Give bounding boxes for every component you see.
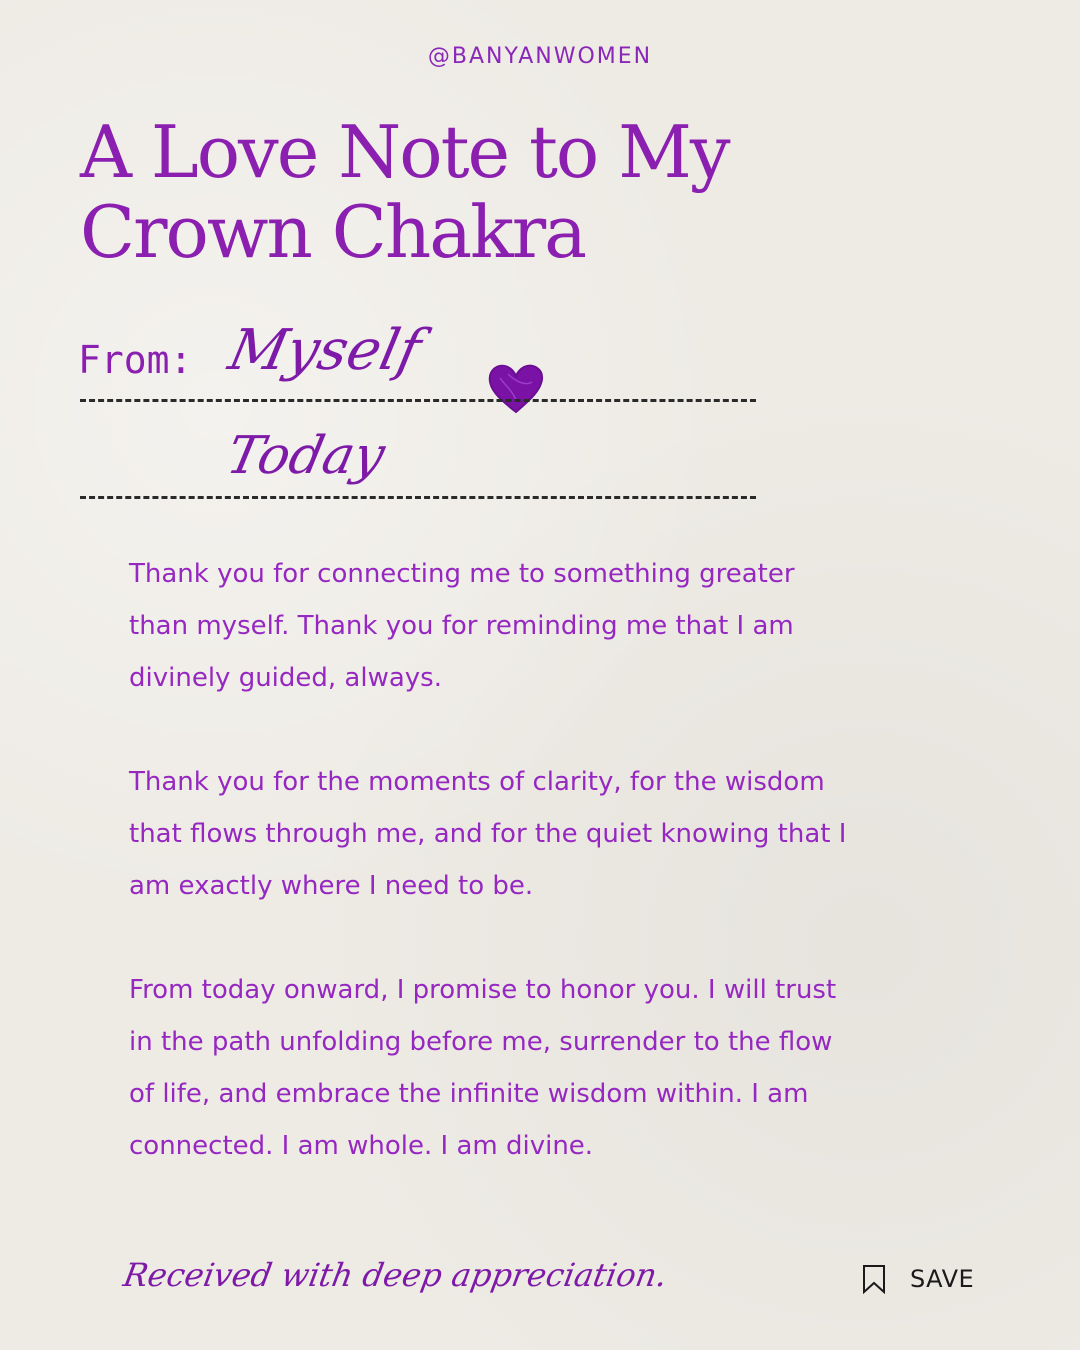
signoff: Received with deep appreciation. [120, 1256, 671, 1294]
letter-body [129, 548, 849, 1224]
letter-paragraph: From today onward, I promise to honor you. I will trust in the path unfolding before me, surrender to the flow of life, and embrace the infinite wisdom within. I am connected. I am whole. I am divine. [129, 975, 837, 1161]
from-label: From: [78, 338, 193, 382]
letter-paragraph: Thank you for connecting me to something greater than myself. Thank you for reminding me that I am divinely guided, always. [129, 559, 795, 693]
date-value: Today [221, 426, 391, 486]
save-button[interactable] [862, 1264, 974, 1294]
account-handle: @BANYANWOMEN [427, 44, 653, 69]
save-label: SAVE [910, 1265, 975, 1293]
from-underline [80, 399, 756, 402]
heart-icon [486, 360, 546, 416]
bookmark-icon [862, 1264, 886, 1294]
letter-paragraph: Thank you for the moments of clarity, for the wisdom that flows through me, and for the quiet knowing that I am exactly where I need to be. [129, 767, 847, 901]
page-title: A Love Note to My Crown Chakra [80, 110, 729, 274]
from-value: Myself [223, 318, 427, 383]
date-underline [80, 496, 756, 499]
